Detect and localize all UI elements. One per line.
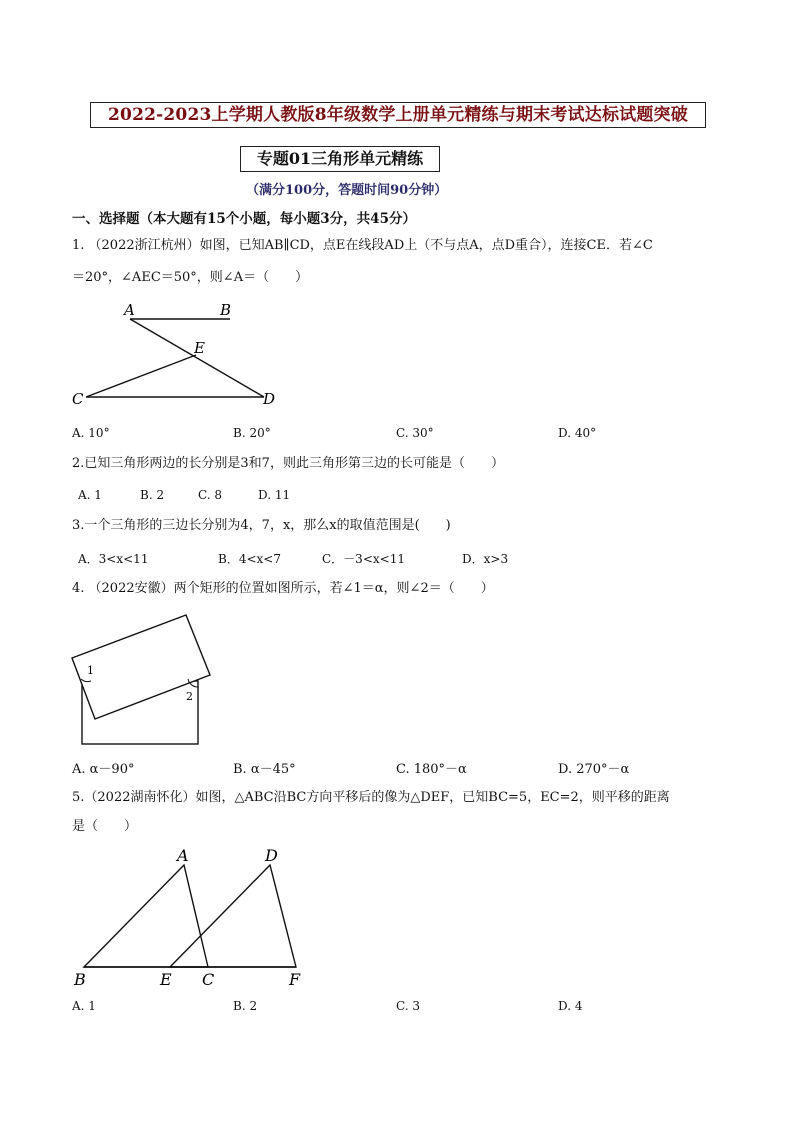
question-3-option-b: B．4<x<7 — [218, 552, 281, 566]
question-3-option-c: C．－3<x<11 — [322, 552, 405, 566]
question-1-option-b: B. 20° — [233, 426, 271, 440]
question-5-option-a: A. 1 — [72, 999, 96, 1013]
label-a: A — [177, 846, 189, 865]
label-c: C — [72, 390, 84, 408]
question-4-option-a: A. α－90° — [72, 762, 135, 777]
question-1-option-c: C. 30° — [396, 426, 434, 440]
question-5-figure — [60, 845, 320, 995]
question-2-option-b: B. 2 — [140, 488, 165, 502]
question-5-option-d: D. 4 — [558, 999, 583, 1013]
question-2-option-a: A. 1 — [78, 488, 102, 502]
question-1-line-2: ＝20°，∠AEC＝50°，则∠A＝（ ） — [72, 270, 309, 285]
label-d: D — [265, 846, 278, 865]
question-1-figure — [60, 295, 300, 410]
question-4-line-1: 4. （2022安徽）两个矩形的位置如图所示，若∠1＝α，则∠2＝（ ） — [72, 581, 494, 596]
label-a: A — [124, 301, 135, 319]
question-2-line-1: 2.已知三角形两边的长分别是3和7，则此三角形第三边的长可能是（ ） — [72, 456, 504, 471]
question-5-line-1: 5.（2022湖南怀化）如图，△ABC沿BC方向平移后的像为△DEF，已知BC=5，EC=2，则平移的距离 — [72, 790, 670, 805]
question-3-option-a: A．3<x<11 — [78, 552, 149, 566]
question-5-option-b: B. 2 — [233, 999, 258, 1013]
question-5-line-2: 是（ ） — [72, 819, 138, 834]
angle-1-label: 1 — [87, 664, 94, 677]
triangle-abc — [84, 865, 208, 967]
section-heading: 一、选择题（本大题有15个小题，每小题3分，共45分） — [72, 211, 416, 227]
label-e: E — [160, 970, 172, 989]
segment-ad — [130, 319, 264, 397]
question-4-option-b: B. α－45° — [233, 762, 296, 777]
segment-ce — [86, 355, 196, 397]
question-1-option-a: A. 10° — [72, 426, 110, 440]
question-1-option-d: D. 40° — [558, 426, 597, 440]
document-banner-title: 2022-2023上学期人教版8年级数学上册单元精练与期末考试达标试题突破 — [90, 102, 706, 128]
angle-2-label: 2 — [186, 690, 193, 703]
label-e: E — [194, 339, 205, 357]
question-2-option-c: C. 8 — [198, 488, 223, 502]
question-5-option-c: C. 3 — [396, 999, 421, 1013]
question-3-option-d: D．x>3 — [462, 552, 509, 566]
topic-title: 专题01三角形单元精练 — [240, 146, 440, 172]
triangle-def — [170, 865, 296, 967]
label-c: C — [202, 970, 215, 989]
question-4-figure — [60, 605, 230, 755]
label-b: B — [220, 301, 232, 319]
label-d: D — [263, 390, 276, 408]
exam-note: （满分100分，答题时间90分钟） — [246, 183, 448, 198]
question-1-line-1: 1. （2022浙江杭州）如图，已知AB∥CD，点E在线段AD上（不与点A，点D重合），连接CE．若∠C — [72, 238, 653, 253]
question-3-line-1: 3.一个三角形的三边长分别为4，7，x，那么x的取值范围是( ) — [72, 518, 451, 533]
label-f: F — [289, 970, 301, 989]
question-2-option-d: D. 11 — [258, 488, 291, 502]
label-b: B — [74, 970, 86, 989]
question-4-option-d: D. 270°－α — [558, 762, 630, 777]
question-4-option-c: C. 180°－α — [396, 762, 467, 777]
